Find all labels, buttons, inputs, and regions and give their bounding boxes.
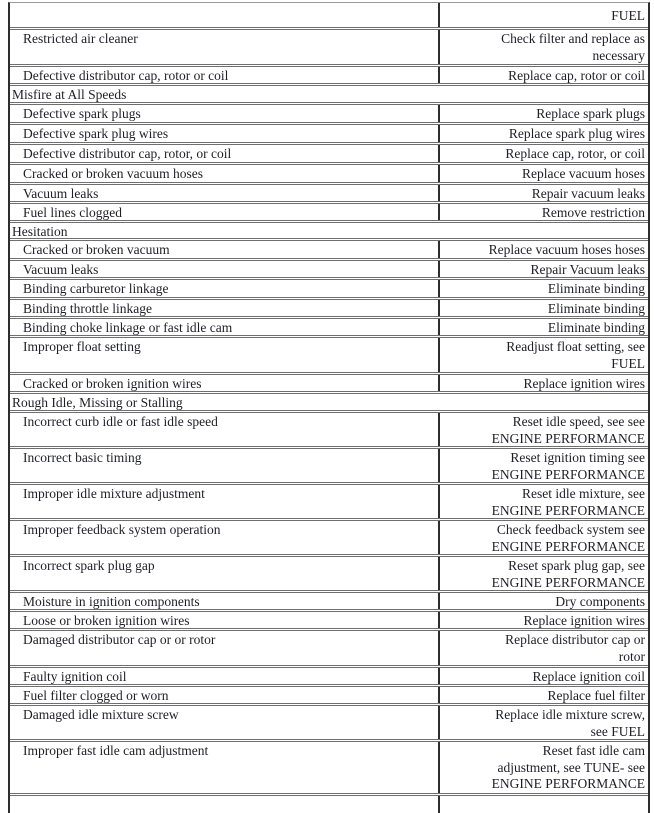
solution-text: Check filter and replace as	[501, 31, 645, 46]
problem-cell: Cracked or broken ignition wires	[23, 376, 202, 391]
troubleshooting-table	[8, 2, 650, 813]
problem-cell: Loose or broken ignition wires	[23, 613, 190, 628]
solution-cell	[438, 706, 648, 739]
table-row	[10, 204, 648, 223]
solution-cell	[438, 105, 648, 122]
section-header-hesitation: Hesitation	[10, 223, 648, 241]
solution-cell	[438, 30, 648, 64]
solution-text: ENGINE PERFORMANCE	[491, 538, 645, 554]
solution-text: Eliminate binding	[547, 320, 645, 335]
solution-cell	[438, 631, 648, 665]
problem-cell	[10, 796, 438, 813]
solution-cell	[438, 67, 648, 83]
solution-text: Replace distributor cap or	[505, 632, 645, 647]
table-row	[10, 687, 648, 706]
problem-cell: Defective spark plugs	[23, 106, 141, 121]
problem-cell: Moisture in ignition components	[23, 594, 200, 609]
problem-cell: Defective spark plug wires	[23, 126, 169, 141]
solution-cell	[438, 742, 648, 793]
problem-cell: Vacuum leaks	[23, 262, 99, 277]
solution-text: Replace idle mixture screw,	[495, 707, 645, 722]
solution-text: Replace spark plug wires	[508, 126, 645, 141]
solution-cell	[438, 375, 648, 391]
table-row	[10, 3, 648, 30]
table-row	[10, 67, 648, 86]
solution-text: ENGINE PERFORMANCE	[491, 574, 645, 590]
solution-text: Replace ignition wires	[523, 376, 645, 391]
problem-cell: Incorrect spark plug gap	[23, 558, 155, 573]
problem-cell: Improper float setting	[23, 339, 141, 354]
solution-text: Eliminate binding	[547, 301, 645, 316]
solution-cell	[438, 125, 648, 142]
table-row	[10, 125, 648, 145]
solution-text: ENGINE PERFORMANCE	[491, 776, 645, 791]
solution-text: Replace fuel filter	[547, 688, 645, 703]
table-row	[10, 668, 648, 687]
problem-cell: Improper feedback system operation	[23, 522, 221, 537]
solution-cell	[438, 300, 648, 316]
solution-cell	[438, 413, 648, 446]
solution-text: Repair vacuum leaks	[531, 186, 645, 201]
table-row	[10, 165, 648, 185]
solution-text: Replace vacuum hoses	[522, 166, 645, 181]
solution-cell	[438, 165, 648, 182]
table-row	[10, 261, 648, 280]
solution-text: Replace vacuum hoses hoses	[488, 242, 645, 257]
solution-text: adjustment, see TUNE- see	[497, 759, 645, 775]
problem-cell	[10, 3, 438, 27]
table-row	[10, 185, 648, 204]
solution-text: Remove restriction	[541, 205, 645, 220]
solution-cell	[438, 319, 648, 335]
solution-text: Replace ignition wires	[523, 613, 645, 628]
table-row	[10, 631, 648, 668]
solution-cell	[438, 796, 648, 813]
solution-cell	[438, 3, 648, 27]
problem-cell: Binding choke linkage or fast idle cam	[23, 320, 233, 335]
table-row	[10, 612, 648, 631]
solution-cell	[438, 612, 648, 628]
solution-cell	[438, 593, 648, 609]
problem-cell: Improper fast idle cam adjustment	[23, 743, 209, 758]
solution-text: Reset ignition timing see	[510, 450, 645, 465]
table-row	[10, 319, 648, 338]
problem-cell: Defective distributor cap, rotor, or coil	[23, 146, 232, 161]
solution-cell	[438, 485, 648, 518]
problem-cell: Binding carburetor linkage	[23, 281, 169, 296]
table-row	[10, 375, 648, 394]
table-row	[10, 449, 648, 485]
table-row	[10, 145, 648, 165]
solution-cell	[438, 145, 648, 162]
problem-cell: Improper idle mixture adjustment	[23, 486, 205, 501]
solution-text: ENGINE PERFORMANCE	[491, 466, 645, 482]
solution-text: ENGINE PERFORMANCE	[491, 430, 645, 446]
solution-text: Reset idle speed, see see	[512, 414, 645, 429]
solution-cell	[438, 241, 648, 258]
problem-cell: Binding throttle linkage	[23, 301, 152, 316]
table-row	[10, 241, 648, 261]
problem-cell: Fuel filter clogged or worn	[23, 688, 169, 703]
table-row	[10, 30, 648, 67]
solution-text: Reset fast idle cam	[542, 743, 645, 758]
solution-text: Dry components	[555, 594, 645, 609]
solution-cell	[438, 668, 648, 684]
solution-text: FUEL	[611, 355, 645, 371]
solution-text: see FUEL	[590, 723, 645, 739]
problem-cell: Faulty ignition coil	[23, 669, 127, 684]
problem-cell: Cracked or broken vacuum hoses	[23, 166, 203, 181]
problem-cell: Restricted air cleaner	[23, 31, 138, 46]
solution-cell	[438, 261, 648, 277]
problem-cell: Incorrect basic timing	[23, 450, 142, 465]
solution-text: Reset idle mixture, see	[522, 486, 645, 501]
solution-text: Eliminate binding	[547, 281, 645, 296]
table-row	[10, 521, 648, 557]
solution-text: Replace ignition coil	[532, 669, 645, 684]
table-row	[10, 338, 648, 375]
table-row	[10, 742, 648, 796]
solution-text: Repair Vacuum leaks	[530, 262, 645, 277]
table-row	[10, 280, 648, 300]
problem-cell: Incorrect curb idle or fast idle speed	[23, 414, 218, 429]
table-row	[10, 105, 648, 125]
solution-text: necessary	[592, 47, 645, 63]
section-header-misfire-at-all-speeds: Misfire at All Speeds	[10, 86, 648, 105]
table-row	[10, 593, 648, 612]
solution-cell	[438, 280, 648, 297]
solution-cell	[438, 521, 648, 554]
solution-text: Check feedback system see	[496, 522, 645, 537]
solution-text: Reset spark plug gap, see	[508, 558, 645, 573]
solution-cell	[438, 204, 648, 220]
table-row	[10, 557, 648, 593]
table-row	[10, 413, 648, 449]
solution-text: FUEL	[611, 7, 645, 23]
section-header-rough-idle-missing-or-stalling: Rough Idle, Missing or Stalling	[10, 394, 648, 413]
solution-text: Replace spark plugs	[536, 106, 645, 121]
problem-cell: Cracked or broken vacuum	[23, 242, 170, 257]
problem-cell: Vacuum leaks	[23, 186, 99, 201]
table-row	[10, 485, 648, 521]
solution-cell	[438, 338, 648, 372]
problem-cell: Fuel lines clogged	[23, 205, 122, 220]
problem-cell: Damaged distributor cap or or rotor	[23, 632, 216, 647]
table-row	[10, 706, 648, 742]
solution-text: Readjust float setting, see	[506, 339, 645, 354]
solution-text: Replace cap, rotor, or coil	[505, 146, 645, 161]
problem-cell: Defective distributor cap, rotor or coil	[23, 68, 229, 83]
solution-cell	[438, 687, 648, 703]
solution-text: ENGINE PERFORMANCE	[491, 502, 645, 518]
table-row	[10, 796, 648, 813]
solution-text: rotor	[618, 648, 645, 664]
problem-cell: Damaged idle mixture screw	[23, 707, 179, 722]
solution-cell	[438, 185, 648, 201]
solution-cell	[438, 449, 648, 482]
table-row	[10, 300, 648, 319]
solution-cell	[438, 557, 648, 590]
solution-text: Replace cap, rotor or coil	[508, 68, 645, 83]
